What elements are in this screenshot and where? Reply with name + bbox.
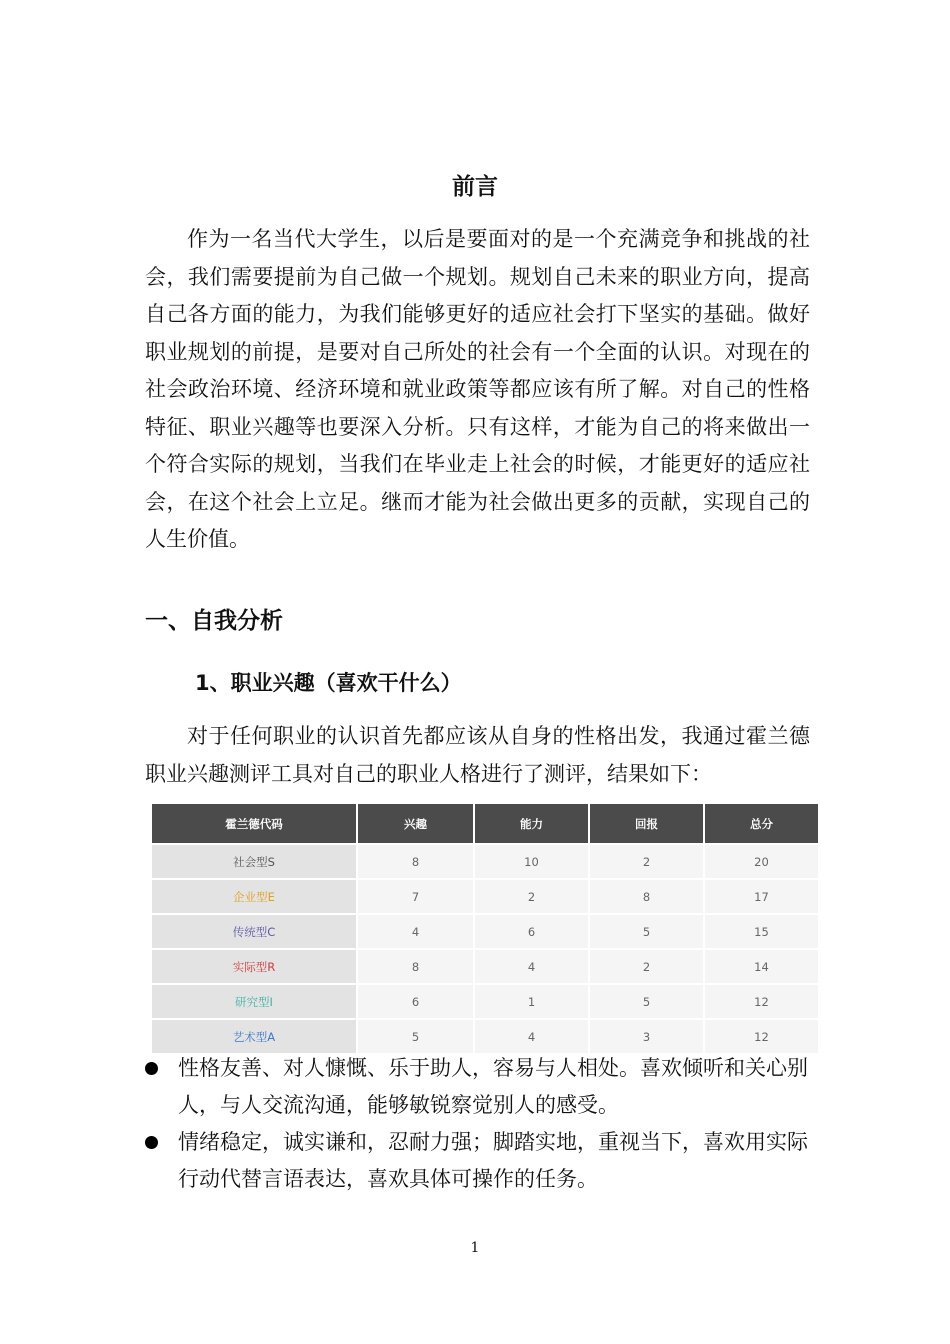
interest-cell: 8 <box>357 844 474 879</box>
intro-paragraph: 对于任何职业的认识首先都应该从自身的性格出发，我通过霍兰德职业兴趣测评工具对自己的职业人格进行了测评，结果如下： <box>145 724 810 786</box>
header-total: 总分 <box>704 804 818 844</box>
reward-cell: 2 <box>589 844 704 879</box>
ability-cell: 1 <box>474 984 589 1019</box>
reward-cell: 8 <box>589 879 704 914</box>
type-cell: 企业型E <box>152 879 357 914</box>
bullet-dot-icon <box>145 1062 158 1075</box>
table-row <box>152 949 818 984</box>
bullet-text: 性格友善、对人慷慨、乐于助人，容易与人相处。喜欢倾听和关心别人，与人交流沟通，能够敏锐察觉别人的感受。 <box>178 1056 808 1117</box>
section-heading-self-analysis: 一、自我分析 <box>145 608 283 634</box>
type-cell: 研究型I <box>152 984 357 1019</box>
total-cell: 14 <box>704 949 818 984</box>
preface-paragraph: 作为一名当代大学生，以后是要面对的是一个充满竞争和挑战的社会，我们需要提前为自己做一个规划。规划自己未来的职业方向，提高自己各方面的能力，为我们能够更好的适应社会打下坚实的基础。做好职业规划的前提，是要对自己所处的社会有一个全面的认识。对现在的社会政治环境、经济环境和就业政策等都应该有所了解。对自己的性格特征、职业兴趣等也要深入分析。只有这样，才能为自己的将来做出一个符合实际的规划，当我们在毕业走上社会的时候，才能更好的适应社会，在这个社会上立足。继而才能为社会做出更多的贡献，实现自己的人生价值。 <box>145 227 810 551</box>
table-row <box>152 1019 818 1053</box>
bullet-text: 情绪稳定，诚实谦和，忍耐力强；脚踏实地，重视当下，喜欢用实际行动代替言语表达，喜欢具体可操作的任务。 <box>178 1130 808 1191</box>
reward-cell: 2 <box>589 949 704 984</box>
table-row <box>152 984 818 1019</box>
page-number: 1 <box>470 1240 480 1256</box>
interest-cell: 6 <box>357 984 474 1019</box>
reward-cell: 5 <box>589 914 704 949</box>
holland-code-table <box>152 804 818 1053</box>
header-holland-code: 霍兰德代码 <box>152 804 357 844</box>
total-cell: 17 <box>704 879 818 914</box>
interest-cell: 7 <box>357 879 474 914</box>
header-interest: 兴趣 <box>357 804 474 844</box>
bullet-dot-icon <box>145 1136 158 1149</box>
ability-cell: 4 <box>474 949 589 984</box>
reward-cell: 3 <box>589 1019 704 1053</box>
interest-cell: 4 <box>357 914 474 949</box>
page-title: 前言 <box>452 174 498 200</box>
table-row <box>152 879 818 914</box>
table-row <box>152 844 818 879</box>
table-header-row <box>152 804 818 844</box>
reward-cell: 5 <box>589 984 704 1019</box>
ability-cell: 4 <box>474 1019 589 1053</box>
bullet-item <box>145 1124 810 1198</box>
total-cell: 15 <box>704 914 818 949</box>
type-cell: 实际型R <box>152 949 357 984</box>
interest-cell: 8 <box>357 949 474 984</box>
bullet-item <box>145 1050 810 1124</box>
ability-cell: 10 <box>474 844 589 879</box>
header-ability: 能力 <box>474 804 589 844</box>
header-reward: 回报 <box>589 804 704 844</box>
table-row <box>152 914 818 949</box>
type-cell: 传统型C <box>152 914 357 949</box>
total-cell: 12 <box>704 984 818 1019</box>
total-cell: 12 <box>704 1019 818 1053</box>
total-cell: 20 <box>704 844 818 879</box>
ability-cell: 2 <box>474 879 589 914</box>
interest-cell: 5 <box>357 1019 474 1053</box>
subsection-heading-career-interest: 1、职业兴趣（喜欢干什么） <box>195 671 462 695</box>
type-cell: 艺术型A <box>152 1019 357 1053</box>
ability-cell: 6 <box>474 914 589 949</box>
type-cell: 社会型S <box>152 844 357 879</box>
